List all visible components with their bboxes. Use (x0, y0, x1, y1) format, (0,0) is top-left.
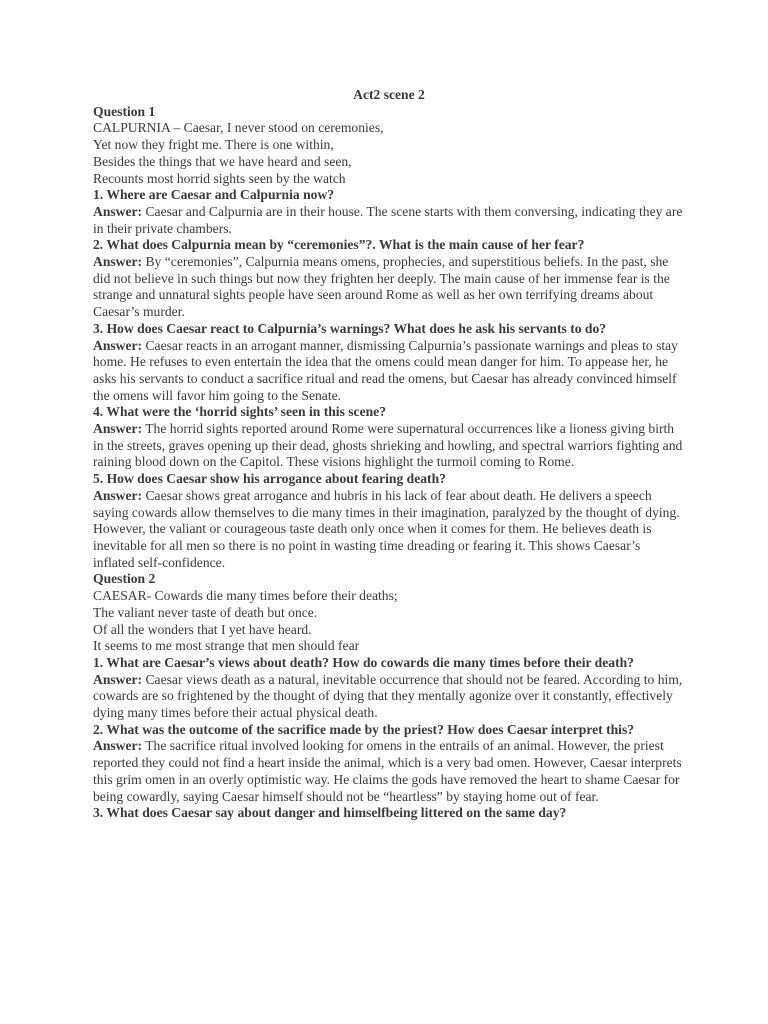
answer-text (93, 421, 685, 471)
answer-text (93, 254, 685, 321)
answer-text (93, 672, 685, 722)
section-question-1 (93, 104, 685, 572)
answer-label: Answer: (93, 254, 143, 270)
answer-text (93, 204, 685, 237)
verse-line: Yet now they fright me. There is one within, (93, 137, 334, 153)
verse-line: CAESAR- Cowards die many times before their deaths; (93, 588, 398, 604)
question-text: 5. How does Caesar show his arrogance about fearing death? (93, 471, 446, 487)
answer-body: The sacrifice ritual involved looking for omens in the entrails of an animal. However, the priest reported they could not find a heart inside the animal, which is a very bad omen. However, Caesar interprets this grim omen in an overly optimistic way. He claims the gods have removed the heart to shame Caesar for being cowardly, saying Caesar himself should not be “heartless” by staying home out of fear. (93, 738, 682, 804)
answer-body: Caesar and Calpurnia are in their house. The scene starts with them conversing, indicating they are in their private chambers. (93, 203, 683, 236)
question-text: 3. How does Caesar react to Calpurnia’s warnings? What does he ask his servants to do? (93, 320, 607, 336)
verse-line: Of all the wonders that I yet have heard. (93, 621, 312, 637)
answer-label: Answer: (93, 421, 143, 437)
section-heading: Question 1 (93, 103, 156, 119)
answer-label: Answer: (93, 487, 143, 503)
verse-line: Recounts most horrid sights seen by the watch (93, 170, 346, 186)
answer-text (93, 738, 685, 805)
question-text: 2. What does Calpurnia mean by “ceremonies”?. What is the main cause of her fear? (93, 237, 585, 253)
answer-label: Answer: (93, 337, 143, 353)
answer-text (93, 338, 685, 405)
verse-line: CALPURNIA – Caesar, I never stood on ceremonies, (93, 120, 384, 136)
answer-text (93, 488, 685, 572)
answer-body: Caesar views death as a natural, inevitable occurrence that should not be feared. According to him, cowards are so frightened by the thought of dying that they mentally agonize over it constantly, effectively dying many times before their actual physical death. (93, 671, 683, 721)
section-question-2 (93, 571, 685, 822)
question-text: 4. What were the ‘horrid sights’ seen in this scene? (93, 404, 387, 420)
verse-line: Besides the things that we have heard and seen, (93, 153, 352, 169)
verse-line: The valiant never taste of death but once. (93, 604, 318, 620)
question-text: 3. What does Caesar say about danger and himselfbeing littered on the same day? (93, 805, 567, 821)
section-heading: Question 2 (93, 571, 156, 587)
question-text: 1. What are Caesar’s views about death? How do cowards die many times before their death? (93, 654, 634, 670)
question-text: 1. Where are Caesar and Calpurnia now? (93, 187, 335, 203)
question-text: 2. What was the outcome of the sacrifice made by the priest? How does Caesar interpret this? (93, 721, 635, 737)
answer-body: The horrid sights reported around Rome were supernatural occurrences like a lioness giving birth in the streets, graves opening up their dead, ghosts shrieking and howling, and spectral warriors fighting and raining blood down on the Capitol. These visions highlight the turmoil coming to Rome. (93, 421, 683, 470)
verse-line: It seems to me most strange that men should fear (93, 638, 360, 654)
answer-body: Caesar reacts in an arrogant manner, dismissing Calpurnia’s passionate warnings and pleas to stay home. He refuses to even entertain the idea that the omens could mean danger for him. To appease her, he asks his servants to conduct a sacrifice ritual and read the omens, but Caesar has already convinced himself the omens will favor him going to the Senate. (93, 337, 678, 403)
answer-label: Answer: (93, 738, 143, 754)
answer-label: Answer: (93, 671, 143, 687)
answer-body: By “ceremonies”, Calpurnia means omens, prophecies, and superstitious beliefs. In the past, she did not believe in such things but now they frighten her deeply. The main cause of her immense fear is the strange and unnatural sights people have seen around Rome as well as her own terrifying dreams about Caesar’s murder. (93, 254, 670, 320)
document-title: Act2 scene 2 (353, 87, 425, 102)
answer-label: Answer: (93, 203, 143, 219)
answer-body: Caesar shows great arrogance and hubris in his lack of fear about death. He delivers a speech saying cowards allow themselves to die many times in their imagination, paralyzed by the thought of dying. However, the valiant or courageous taste death only once when it comes for them. He believes death is inevitable for all men so there is no point in wasting time dreading or fearing it. This shows Caesar’s inflated self-confidence. (93, 487, 680, 570)
document-page (93, 87, 685, 822)
